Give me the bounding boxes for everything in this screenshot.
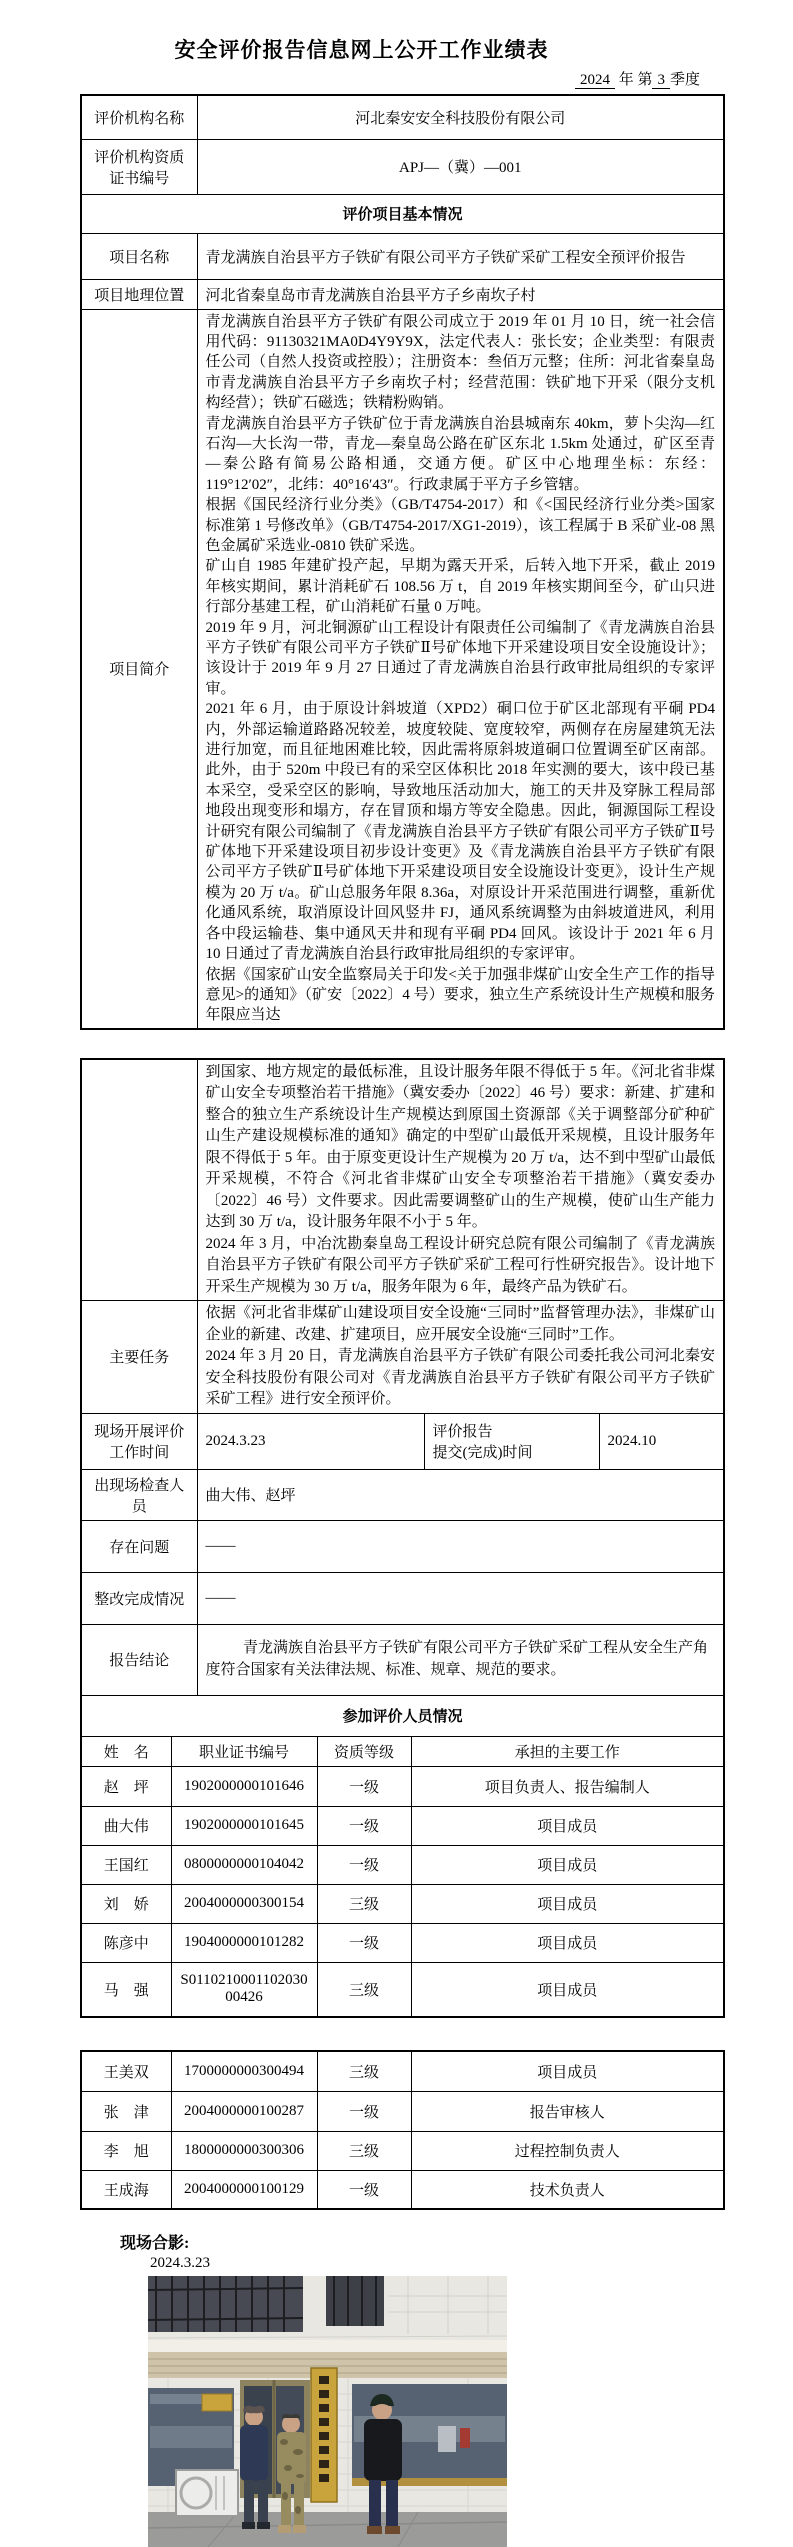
participant-row	[81, 2131, 724, 2170]
participant-role: 过程控制负责人	[411, 2131, 724, 2170]
org-name-label: 评价机构名称	[81, 95, 197, 139]
participant-grade: 三级	[317, 1962, 411, 2017]
participant-role: 项目负责人、报告编制人	[411, 1766, 724, 1806]
participant-name: 曲大伟	[81, 1806, 171, 1845]
submit-time-label-line2: 提交(完成)时间	[432, 1445, 533, 1462]
rectification-row	[81, 1572, 724, 1624]
inspectors-row	[81, 1469, 724, 1520]
participant-name: 赵 坪	[81, 1766, 171, 1806]
participant-role: 项目成员	[411, 1923, 724, 1962]
org-cert-value: APJ—（冀）—001	[197, 139, 724, 194]
participant-name: 陈彦中	[81, 1923, 171, 1962]
project-location-value: 河北省秦皇岛市青龙满族自治县平方子乡南坎子村	[197, 279, 724, 309]
col-header-role: 承担的主要工作	[411, 1736, 724, 1766]
rectification-label: 整改完成情况	[81, 1572, 197, 1624]
participant-row	[81, 2170, 724, 2209]
participant-cert: 1800000000300306	[171, 2131, 317, 2170]
project-name-label: 项目名称	[81, 233, 197, 279]
participant-cert: S011021000110203000426	[171, 1962, 317, 2017]
participant-row	[81, 1845, 724, 1884]
col-header-grade: 资质等级	[317, 1736, 411, 1766]
conclusion-label: 报告结论	[81, 1624, 197, 1695]
project-intro-label: 项目简介	[81, 309, 197, 1029]
org-cert-label: 评价机构资质证书编号	[81, 139, 197, 194]
participant-role: 项目成员	[411, 1884, 724, 1923]
org-name-row	[81, 95, 724, 139]
project-name-value: 青龙满族自治县平方子铁矿有限公司平方子铁矿采矿工程安全预评价报告	[197, 233, 724, 279]
participant-name: 张 津	[81, 2091, 171, 2131]
conclusion-row	[81, 1624, 724, 1695]
participant-role: 技术负责人	[411, 2170, 724, 2209]
inspectors-label: 出现场检查人员	[81, 1469, 197, 1520]
report-table-part2	[80, 1058, 725, 2019]
participant-name: 李 旭	[81, 2131, 171, 2170]
project-location-label: 项目地理位置	[81, 279, 197, 309]
intro-paragraph: 矿山自 1985 年建矿投产起，早期为露天开采，后转入地下开采，截止 2019 年核实期间，累计消耗矿石 108.56 万 t，自 2019 年核实期间至今，矿山只进行部分基建工程，矿山消耗矿石量 0 万吨。	[205, 558, 715, 616]
participant-row	[81, 1766, 724, 1806]
project-intro-text	[197, 309, 724, 1029]
problems-label: 存在问题	[81, 1520, 197, 1572]
main-tasks-label: 主要任务	[81, 1301, 197, 1414]
schedule-row	[81, 1413, 724, 1469]
participant-cert: 2004000000100287	[171, 2091, 317, 2131]
participant-row	[81, 1806, 724, 1845]
report-table-part1	[80, 94, 725, 1030]
quarter-mid-text: 年 第	[614, 72, 653, 88]
quarter-tail-text: 季度	[669, 72, 700, 88]
submit-time-label	[424, 1413, 599, 1469]
intro-paragraph: 依据《国家矿山安全监察局关于印发<关于加强非煤矿山安全生产工作的指导意见>的通知》（矿安〔2022〕4 号）要求，独立生产系统设计生产规模和服务年限应当达	[205, 966, 715, 1024]
participant-grade: 一级	[317, 1766, 411, 1806]
intro-paragraph: 青龙满族自治县平方子铁矿位于青龙满族自治县城南东 40km，萝卜尖沟—红石沟—大长沟一带，青龙—秦皇岛公路在矿区东北 1.5km 处通过，矿区至青—秦公路有简易公路相通，交通方便。矿区中心地理坐标：东经：119°12′02″，北纬：40°16′43″。行政隶属于平方子乡管辖。	[205, 415, 715, 493]
intro-paragraph: 青龙满族自治县平方子铁矿有限公司成立于 2019 年 01 月 10 日，统一社会信用代码：91130321MA0D4Y9Y9X，法定代表人：张长安；企业类型：有限责任公司（自然人投资或控股）；注册资本：叁佰万元整；住所：河北省秦皇岛市青龙满族自治县平方子乡南坎子村；经营范围：铁矿地下开采（限分支机构经营）；铁矿石磁选；铁精粉购销。	[205, 313, 715, 412]
participant-grade: 一级	[317, 1923, 411, 1962]
participant-grade: 三级	[317, 2131, 411, 2170]
participant-name: 王成海	[81, 2170, 171, 2209]
participant-role: 项目成员	[411, 1845, 724, 1884]
participant-cert: 1904000000101282	[171, 1923, 317, 1962]
project-intro-continued-row	[81, 1059, 724, 1301]
participant-grade: 三级	[317, 1884, 411, 1923]
participant-row	[81, 2051, 724, 2091]
task-paragraph: 依据《河北省非煤矿山建设项目安全设施“三同时”监督管理办法》，非煤矿山企业的新建、改建、扩建项目，应开展安全设施“三同时”工作。	[205, 1305, 716, 1343]
rectification-value: ——	[197, 1572, 724, 1624]
participant-name: 马 强	[81, 1962, 171, 2017]
intro-paragraph: 2021 年 6 月，由于原设计斜坡道（XPD2）硐口位于矿区北部现有平硐 PD4 内，外部运输道路路况较差，坡度较陡、宽度较窄，两侧存在房屋建筑无法进行加宽，而且征地困难比较，因此需将原斜坡道硐口位置调至矿区南部。此外，由于 520m 中段已有的采空区体积比 2018 年实测的要大，该中段已基本采空，受采空区的影响，导致地压活动加大，施工的天井及穿脉工程局部地段出现变形和塌方，存在冒顶和塌方等安全隐患。因此，铜源国际工程设计研究有限公司编制了《青龙满族自治县平方子铁矿有限公司平方子铁矿Ⅱ号矿体地下开采建设项目初步设计变更》及《青龙满族自治县平方子铁矿有限公司平方子铁矿Ⅱ号矿体地下开采建设项目安全设施设计变更》，设计生产规模为 20 万 t/a。矿山总服务年限 8.36a，对原设计开采范围进行调整，重新优化通风系统，取消原设计回风竖井 FJ，通风系统调整为由斜坡道进风，利用各中段运输巷、集中通风天井和现有平硐 PD4 回风。该设计于 2021 年 6 月 10 日通过了青龙满族自治县行政审批局组织的专家评审。	[205, 701, 715, 963]
participant-cert: 1902000000101645	[171, 1806, 317, 1845]
photo-date: 2024.3.23	[150, 2255, 210, 2272]
submit-time-label-line1: 评价报告	[432, 1424, 493, 1441]
participant-cert: 0800000000104042	[171, 1845, 317, 1884]
participant-role: 报告审核人	[411, 2091, 724, 2131]
participants-section-header: 参加评价人员情况	[81, 1695, 724, 1736]
participant-grade: 一级	[317, 2170, 411, 2209]
project-location-row	[81, 279, 724, 309]
intro-paragraph: 根据《国民经济行业分类》（GB/T4754-2017）和《<国民经济行业分类>国家标准第 1 号修改单》（GB/T4754-2017/XG1-2019），该工程属于 B 采矿业-08 黑色金属矿采选业-0810 铁矿采选。	[205, 497, 715, 554]
participant-grade: 一级	[317, 1845, 411, 1884]
participant-row	[81, 2091, 724, 2131]
project-intro-continued-text	[197, 1059, 724, 1301]
submit-time-value: 2024.10	[599, 1413, 724, 1469]
problems-row	[81, 1520, 724, 1572]
participant-role: 项目成员	[411, 1806, 724, 1845]
intro-paragraph: 2024 年 3 月，中冶沈勘秦皇岛工程设计研究总院有限公司编制了《青龙满族自治县平方子铁矿有限公司平方子铁矿采矿工程可行性研究报告》。设计地下开采生产规模为 30 万 t/a，服务年限为 6 年，最终产品为铁矿石。	[205, 1235, 716, 1295]
project-name-row	[81, 233, 724, 279]
participants-header-row	[81, 1695, 724, 1736]
org-name-value: 河北秦安安全科技股份有限公司	[197, 95, 724, 139]
participant-cert: 1902000000101646	[171, 1766, 317, 1806]
participant-row	[81, 1884, 724, 1923]
participant-row	[81, 1923, 724, 1962]
main-tasks-text	[197, 1301, 724, 1414]
project-section-header: 评价项目基本情况	[81, 194, 724, 233]
quarter-number: 3	[652, 72, 670, 89]
participants-columns-row	[81, 1736, 724, 1766]
participant-grade: 一级	[317, 1806, 411, 1845]
quarter-year: 2024	[575, 72, 615, 89]
project-section-header-row	[81, 194, 724, 233]
onsite-time-label: 现场开展评价工作时间	[81, 1413, 197, 1469]
report-table-part3	[80, 2050, 725, 2210]
conclusion-value: 青龙满族自治县平方子铁矿有限公司平方子铁矿采矿工程从安全生产角度符合国家有关法律法规、标准、规章、规范的要求。	[197, 1624, 724, 1695]
photo-section-label: 现场合影:	[120, 2235, 190, 2253]
intro-paragraph: 到国家、地方规定的最低标准，且设计服务年限不得低于 5 年。《河北省非煤矿山安全专项整治若干措施》（冀安委办〔2022〕46 号）要求：新建、扩建和整合的独立生产系统设计生产规模达到原国土资源部《关于调整部分矿种矿山生产建设规模标准的通知》确定的中型矿山最低开采规模，且设计服务年限不得低于 5 年。由于原变更设计生产规模为 20 万 t/a，达不到中型矿山最低开采规模，不符合《河北省非煤矿山安全专项整治若干措施》（冀安委办〔2022〕46 号）文件要求。因此需要调整矿山的生产规模，使矿山生产能力达到 30 万 t/a，设计服务年限不小于 5 年。	[205, 1063, 716, 1231]
participant-cert: 2004000000300154	[171, 1884, 317, 1923]
page-title: 安全评价报告信息网上公开工作业绩表	[174, 38, 549, 62]
inspectors-value: 曲大伟、赵坪	[197, 1469, 724, 1520]
problems-value: ——	[197, 1520, 724, 1572]
col-header-cert: 职业证书编号	[171, 1736, 317, 1766]
col-header-name: 姓 名	[81, 1736, 171, 1766]
participant-grade: 三级	[317, 2051, 411, 2091]
participant-cert: 1700000000300494	[171, 2051, 317, 2091]
intro-paragraph: 2019 年 9 月，河北铜源矿山工程设计有限责任公司编制了《青龙满族自治县平方子铁矿有限公司平方子铁矿Ⅱ号矿体地下开采建设项目安全设施设计》；该设计于 2019 年 9 月 27 日通过了青龙满族自治县行政审批局组织的专家评审。	[205, 619, 715, 697]
site-photo-illustration	[148, 2276, 507, 2547]
participant-row	[81, 1962, 724, 2017]
participant-role: 项目成员	[411, 1962, 724, 2017]
participant-name: 王国红	[81, 1845, 171, 1884]
participant-name: 刘 娇	[81, 1884, 171, 1923]
site-photo	[148, 2276, 507, 2547]
project-intro-continued-label	[81, 1059, 197, 1301]
task-paragraph: 2024 年 3 月 20 日，青龙满族自治县平方子铁矿有限公司委托我公司河北秦安安全科技股份有限公司对《青龙满族自治县平方子铁矿有限公司平方子铁矿采矿工程》进行安全预评价。	[205, 1348, 716, 1408]
project-intro-row	[81, 309, 724, 1029]
participant-role: 项目成员	[411, 2051, 724, 2091]
org-cert-row	[81, 139, 724, 194]
quarter-line	[0, 68, 700, 89]
participant-name: 王美双	[81, 2051, 171, 2091]
participant-grade: 一级	[317, 2091, 411, 2131]
participant-cert: 2004000000100129	[171, 2170, 317, 2209]
onsite-time-value: 2024.3.23	[197, 1413, 424, 1469]
main-tasks-row	[81, 1301, 724, 1414]
